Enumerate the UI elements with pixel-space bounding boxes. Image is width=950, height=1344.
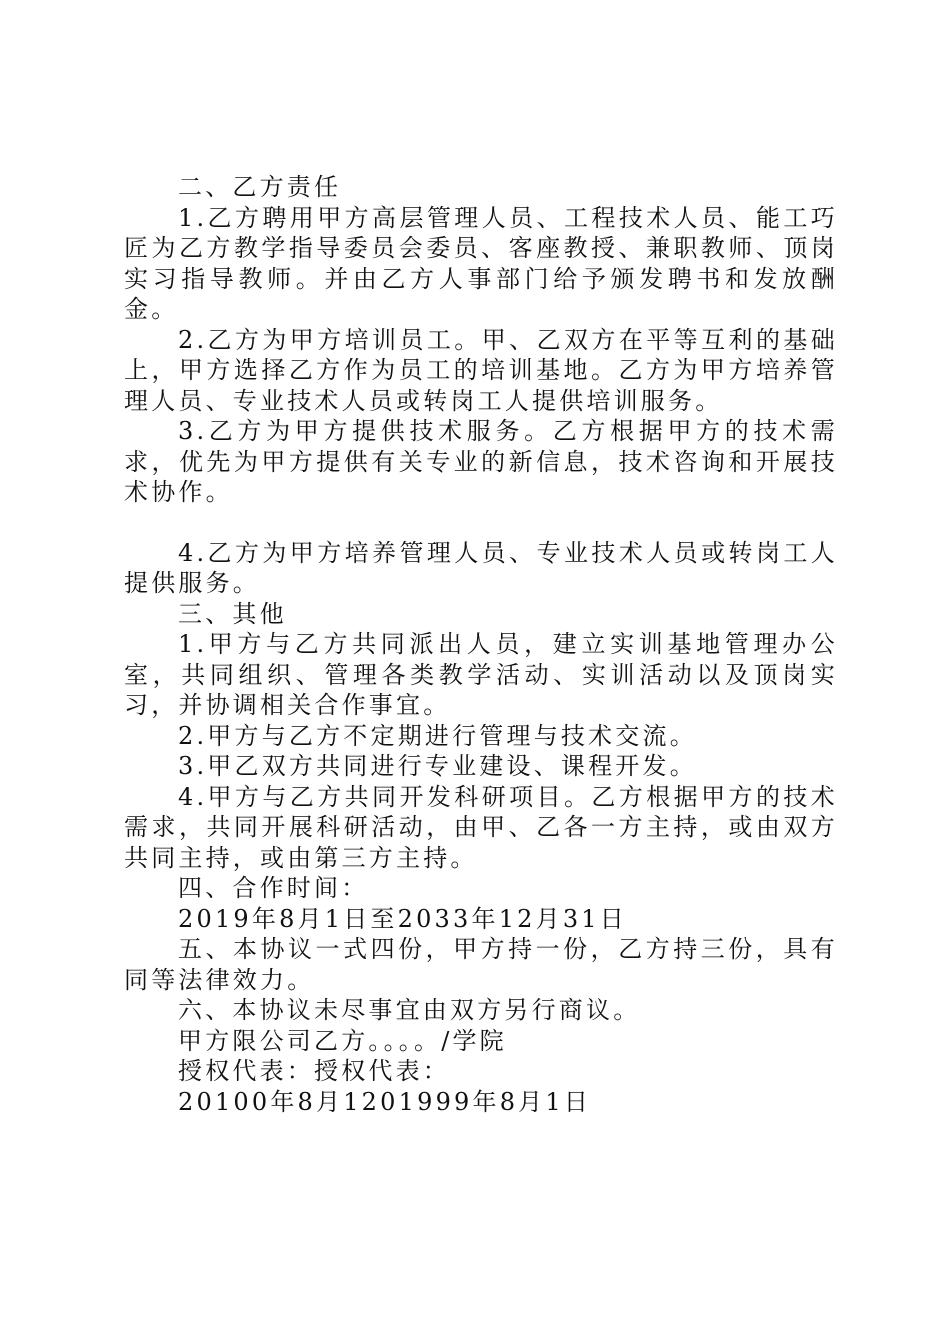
document-body	[124, 172, 838, 1117]
paragraph-other-1: 1.甲方与乙方共同派出人员，建立实训基地管理办公室，共同组织、管理各类教学活动、实训活动以及顶岗实习，并协调相关合作事宜。	[124, 630, 838, 719]
cooperation-period: 2019年8月1日至2033年12月31日	[178, 904, 627, 933]
paragraph-gap	[124, 508, 838, 538]
paragraph-other-4: 4.甲方与乙方共同开发科研项目。乙方根据甲方的技术需求，共同开展科研活动，由甲、乙各一方主持，或由双方共同主持，或由第三方主持。	[124, 782, 838, 872]
authorized-representatives: 授权代表：授权代表：	[178, 1057, 450, 1085]
paragraph-copies: 五、本协议一式四份，甲方持一份，乙方持三份，具有同等法律效力。	[124, 935, 838, 994]
paragraph-b-1: 1.乙方聘用甲方高层管理人员、工程技术人员、能工巧匠为乙方教学指导委员会委员、客座教授、兼职教师、顶岗实习指导教师。并由乙方人事部门给予颁发聘书和发放酬金。	[124, 203, 838, 323]
section-heading-other: 三、其他	[178, 599, 287, 628]
paragraph-other-2: 2.甲方与乙方不定期进行管理与技术交流。	[178, 721, 697, 750]
paragraph-b-3: 3.乙方为甲方提供技术服务。乙方根据甲方的技术需求，优先为甲方提供有关专业的新信息，技术咨询和开展技术协作。	[124, 417, 838, 506]
section-heading-party-b-duties: 二、乙方责任	[178, 173, 342, 201]
signatory-parties: 甲方限公司乙方。。。。/学院	[178, 1026, 507, 1055]
paragraph-other-3: 3.甲乙双方共同进行专业建设、课程开发。	[178, 752, 697, 780]
paragraph-b-4: 4.乙方为甲方培养管理人员、专业技术人员或转岗工人提供服务。	[124, 538, 838, 597]
signing-dates: 20100年8月1201999年8月1日	[178, 1087, 592, 1116]
paragraph-b-2: 2.乙方为甲方培训员工。甲、乙双方在平等互利的基础上，甲方选择乙方作为员工的培训基地。乙方为甲方培养管理人员、专业技术人员或转岗工人提供培训服务。	[124, 325, 838, 415]
paragraph-unfinished-matters: 六、本协议未尽事宜由双方另行商议。	[178, 996, 641, 1024]
section-heading-cooperation-time: 四、合作时间：	[178, 874, 369, 902]
